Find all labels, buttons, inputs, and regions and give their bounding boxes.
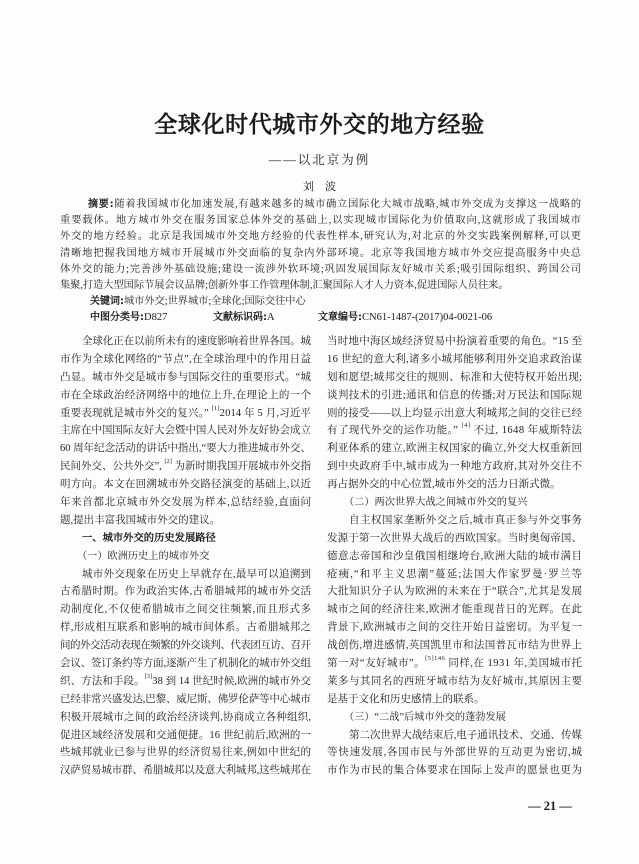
line-text: 市作为全球化网络的“节点”,在全球治理中的作用日益 bbox=[60, 353, 312, 365]
line-text: （三）“二战”后城市外交的蓬勃发展 bbox=[344, 711, 506, 723]
line-text: 德意志帝国和沙皇俄国相继垮台,欧洲大陆的城市满目 bbox=[327, 550, 583, 562]
line-text bbox=[60, 458, 311, 473]
text-line bbox=[327, 369, 582, 387]
citation-ref: [3] bbox=[144, 672, 153, 680]
citation-ref: [2] bbox=[164, 458, 172, 466]
subsection-heading bbox=[327, 494, 582, 512]
paragraph bbox=[60, 333, 311, 530]
line-text: 城市外交现象在历史上早就存在,最早可以追溯到 bbox=[82, 568, 312, 580]
abstract-line bbox=[60, 213, 581, 229]
text-line bbox=[60, 530, 311, 548]
line-text: 再占据外交的中心位置,城市外交的活力日渐式微。 bbox=[327, 479, 561, 491]
line-text: 城市之间的经济往来,欧洲才能重现昔日的光辉。在此 bbox=[327, 604, 583, 616]
text-line bbox=[327, 333, 582, 351]
line-text: 第二次世界大战结束后,电子通讯技术、交通、传媒 bbox=[349, 729, 582, 741]
line-text: 则的接受——以上均显示出意大利城邦之间的交往已经 bbox=[327, 407, 583, 419]
text-line bbox=[327, 351, 582, 369]
text-line bbox=[327, 619, 582, 637]
article-number-value: CN61-1487-(2017)04-0021-06 bbox=[362, 312, 493, 324]
abstract-line bbox=[60, 197, 581, 213]
text-segment: 重要表现就是城市外交的复兴。” bbox=[60, 407, 212, 419]
line-text: 汉萨贸易城市群、希腊城邦以及意大利城邦,这些城邦在 bbox=[60, 765, 311, 777]
text-line bbox=[327, 691, 582, 709]
line-text: 市在全球政治经济网络中的地位上升,在理论上的一个 bbox=[60, 389, 312, 401]
line-text: 发源于第一次世界大战后的西欧国家。当时奥匈帝国、 bbox=[327, 532, 583, 544]
text-line bbox=[327, 762, 582, 780]
text-line bbox=[327, 566, 582, 584]
clc-value: D827 bbox=[144, 312, 168, 324]
paragraph bbox=[327, 512, 582, 709]
text-line bbox=[60, 566, 311, 584]
text-segment: 为新时期我国开展城市外交指 bbox=[171, 461, 311, 473]
text-line bbox=[60, 351, 311, 369]
abstract bbox=[60, 197, 581, 327]
line-text bbox=[60, 404, 312, 419]
line-text: 积极开展城市之间的政治经济谈判,协商成立各种组织, bbox=[60, 711, 312, 723]
text-line bbox=[60, 548, 311, 566]
line-text: （一）欧洲历史上的城市外交 bbox=[77, 550, 210, 562]
paragraph bbox=[60, 566, 311, 781]
line-text: 题,提出丰富我国城市外交的建议。 bbox=[60, 514, 221, 526]
text-line bbox=[60, 387, 311, 405]
text-line bbox=[327, 494, 582, 512]
line-text: 间的外交活动表现在频繁的外交谈判、代表团互访、召开 bbox=[60, 640, 311, 652]
text-line bbox=[60, 476, 311, 494]
text-segment: 38 到 14 世纪时候,欧洲的城市外交 bbox=[152, 675, 312, 687]
text-line bbox=[327, 655, 582, 673]
text-segment: 织、方法和手段。 bbox=[60, 675, 145, 687]
text-line bbox=[60, 440, 311, 458]
abstract-text: 清晰地把握我国地方城市开展城市外交面临的复杂内外部环境。北京等我国地方城市外交应提高服务中央总 bbox=[60, 247, 582, 259]
line-text: 全球化正在以前所未有的速度影响着世界各国。城 bbox=[82, 336, 311, 347]
body-column-left bbox=[60, 333, 311, 780]
text-line bbox=[327, 601, 582, 619]
subsection-heading bbox=[60, 548, 311, 566]
line-text: 已经非常兴盛发达,巴黎、威尼斯、佛罗伦萨等中心城市 bbox=[60, 693, 311, 705]
clc-label: 中图分类号: bbox=[90, 312, 144, 324]
line-text: 自主权国家垄断外交之后,城市真正参与外交事务 bbox=[349, 514, 583, 526]
text-line bbox=[60, 494, 311, 512]
line-text bbox=[327, 655, 583, 670]
text-line bbox=[60, 512, 311, 530]
text-segment: 同样,在 1931 年,美国城市托 bbox=[445, 658, 583, 670]
author-name: 刘波 bbox=[303, 181, 347, 193]
text-line bbox=[60, 583, 311, 601]
abstract-text: 集聚,打造大型国际节展会议品牌;创新外事工作管理体制,汇聚国际人才人力资本,促进国际人员往来。 bbox=[60, 279, 509, 291]
line-text: 样,形成相互联系和影响的城市间体系。古希腊城邦之 bbox=[60, 622, 312, 634]
text-line bbox=[60, 655, 311, 673]
text-line bbox=[327, 405, 582, 423]
line-text: 60 周年纪念活动的讲话中指出,“要大力推进城市外交、 bbox=[60, 443, 311, 455]
line-text: 年来首都北京城市外交发展为样本,总结经验,直面问 bbox=[60, 497, 312, 509]
doc-code-item bbox=[213, 310, 275, 326]
article-subtitle: ——以北京为例 bbox=[268, 153, 371, 167]
doc-code-value: A bbox=[267, 312, 275, 324]
text-segment: 2014 年 5 月,习近平 bbox=[219, 407, 312, 419]
abstract-text: 随着我国城市化加速发展,有越来越多的城市确立国际化大城市战略,城市外交成为支撑这一战略的 bbox=[114, 199, 582, 210]
text-line bbox=[60, 458, 311, 476]
text-line bbox=[327, 476, 582, 494]
line-text bbox=[327, 422, 583, 437]
line-text: 疮痍,“和平主义思潮”蔓延;法国大作家罗曼·罗兰等 bbox=[327, 568, 584, 580]
section-heading bbox=[60, 530, 311, 548]
keywords: 城市外交;世界城市;全球化;国际交往中心 bbox=[124, 296, 306, 308]
text-line bbox=[60, 333, 311, 351]
line-text: 16 世纪的意大利,诸多小城邦能够利用外交追求政治谋 bbox=[327, 353, 583, 365]
text-line bbox=[60, 727, 311, 745]
article-title: 全球化时代城市外交的地方经验 bbox=[154, 112, 485, 137]
line-text: （二）两次世界大战之间城市外交的复兴 bbox=[344, 497, 528, 509]
citation-ref: [5]146 bbox=[425, 655, 446, 663]
line-text: 战创伤,增进感情,英国凯里市和法国普瓦市结为世界上 bbox=[327, 640, 583, 652]
text-line bbox=[327, 512, 582, 530]
line-text: 是基于文化和历史感情上的联系。 bbox=[327, 693, 485, 705]
text-segment: 第一对“友好城市”。 bbox=[327, 658, 426, 670]
text-line bbox=[327, 744, 582, 762]
line-text: 些城邦就业已参与世界的经济贸易往来,例如中世纪的 bbox=[60, 747, 312, 759]
text-line bbox=[60, 619, 311, 637]
text-line bbox=[60, 405, 311, 423]
page-number: — 21 — bbox=[528, 799, 572, 813]
text-line bbox=[327, 709, 582, 727]
body-column-right bbox=[327, 333, 582, 780]
abstract-text: 外交的地方经验。北京是我国城市外交地方经验的代表性样本,研究认为,对北京的外交实践案例解释,可以更 bbox=[60, 231, 582, 243]
article-number-item bbox=[318, 310, 492, 326]
text-line bbox=[327, 530, 582, 548]
text-line bbox=[60, 744, 311, 762]
line-text: 促进区域经济发展和交通便捷。16 世纪前后,欧洲的一 bbox=[60, 729, 312, 741]
line-text: 凸显。城市外交是城市参与国际交往的重要形式。“城 bbox=[60, 371, 312, 383]
text-line bbox=[327, 458, 582, 476]
line-text: 等快速发展,各国市民与外部世界的互动更为密切,城 bbox=[327, 747, 583, 759]
keywords-line bbox=[60, 294, 581, 310]
text-line bbox=[327, 548, 582, 566]
keywords-label: 关键词: bbox=[90, 296, 124, 308]
doc-code-label: 文献标识码: bbox=[213, 312, 267, 324]
line-text: 明方向。本文在回溯城市外交路径演变的基础上,以近 bbox=[60, 479, 312, 491]
citation-ref: [1] bbox=[211, 404, 220, 412]
text-segment: 有了现代外交的运作功能。” bbox=[327, 425, 462, 437]
text-segment: 不过, 1648 年威斯特法 bbox=[470, 425, 583, 437]
text-line bbox=[60, 369, 311, 387]
citation-ref: [4] bbox=[461, 422, 471, 430]
abstract-line bbox=[60, 262, 581, 278]
abstract-line-text bbox=[88, 199, 582, 210]
clc-item bbox=[90, 310, 167, 326]
classification-line bbox=[60, 310, 581, 326]
abstract-text: 体外交的能力;完善涉外基础设施;建设一流涉外软环境;巩固发展国际友好城市关系;吸引国际组织、跨国公司 bbox=[60, 263, 582, 275]
line-text: 莱多与其同名的西班牙城市结为友好城市,其原因主要 bbox=[327, 675, 583, 687]
line-text: 利亚体系的建立,欧洲主权国家的确立,外交大权重新回 bbox=[327, 443, 583, 455]
subsection-heading bbox=[327, 709, 582, 727]
text-line bbox=[327, 583, 582, 601]
text-line bbox=[60, 691, 311, 709]
text-line bbox=[327, 422, 582, 440]
text-line bbox=[60, 601, 311, 619]
abstract-label: 摘要: bbox=[88, 199, 115, 210]
author-line bbox=[0, 179, 639, 195]
line-text: 动制度化,不仅使希腊城市之间交往频繁,而且形式多 bbox=[60, 604, 312, 616]
line-text: 谈判技术的引进;通讯和信息的传播;对万民法和国际规 bbox=[327, 389, 583, 401]
line-text: 市作为市民的集合体要求在国际上发声的愿景也更为 bbox=[327, 765, 583, 777]
abstract-line bbox=[60, 278, 581, 294]
text-line bbox=[327, 440, 582, 458]
abstract-line bbox=[60, 229, 581, 245]
line-text bbox=[60, 672, 312, 687]
paragraph bbox=[327, 727, 582, 781]
text-line bbox=[60, 422, 311, 440]
text-line bbox=[327, 673, 582, 691]
line-text: 当时地中海区域经济贸易中扮演着重要的角色。“15 至 bbox=[327, 336, 583, 347]
line-text: 背景下,欧洲城市之间的交往开始日益密切。为平复一 bbox=[327, 622, 583, 634]
text-segment: 民间外交、公共外交”, bbox=[60, 461, 165, 473]
line-text: 古希腊时期。作为政治实体,古希腊城邦的城市外交活 bbox=[60, 586, 312, 598]
text-line bbox=[60, 673, 311, 691]
text-line bbox=[327, 637, 582, 655]
line-text: 到中央政府手中,城市成为一种地方政府,其对外交往不 bbox=[327, 461, 583, 473]
line-text: 主席在中国国际友好大会暨中国人民对外友好协会成立 bbox=[60, 425, 311, 437]
text-line bbox=[60, 762, 311, 780]
line-text: 大批知识分子认为欧洲的未来在于“联合”,尤其是发展 bbox=[327, 586, 583, 598]
line-text: 会议、签订条约等方面,逐渐产生了机制化的城市外交组 bbox=[60, 658, 311, 670]
paragraph bbox=[327, 333, 582, 494]
abstract-line bbox=[60, 246, 581, 262]
line-text: 划和愿望;城邦交往的规则、标准和大使特权开始出现; bbox=[327, 371, 583, 383]
text-line bbox=[60, 637, 311, 655]
text-line bbox=[327, 727, 582, 745]
article-number-label: 文章编号: bbox=[318, 312, 362, 324]
abstract-text: 重要载体。地方城市外交在服务国家总体外交的基础上,以实现城市国际化为价值取向,这就形成了我国城市 bbox=[60, 215, 583, 227]
line-text: 一、城市外交的历史发展路径 bbox=[82, 531, 216, 544]
text-line bbox=[327, 387, 582, 405]
text-line bbox=[60, 709, 311, 727]
